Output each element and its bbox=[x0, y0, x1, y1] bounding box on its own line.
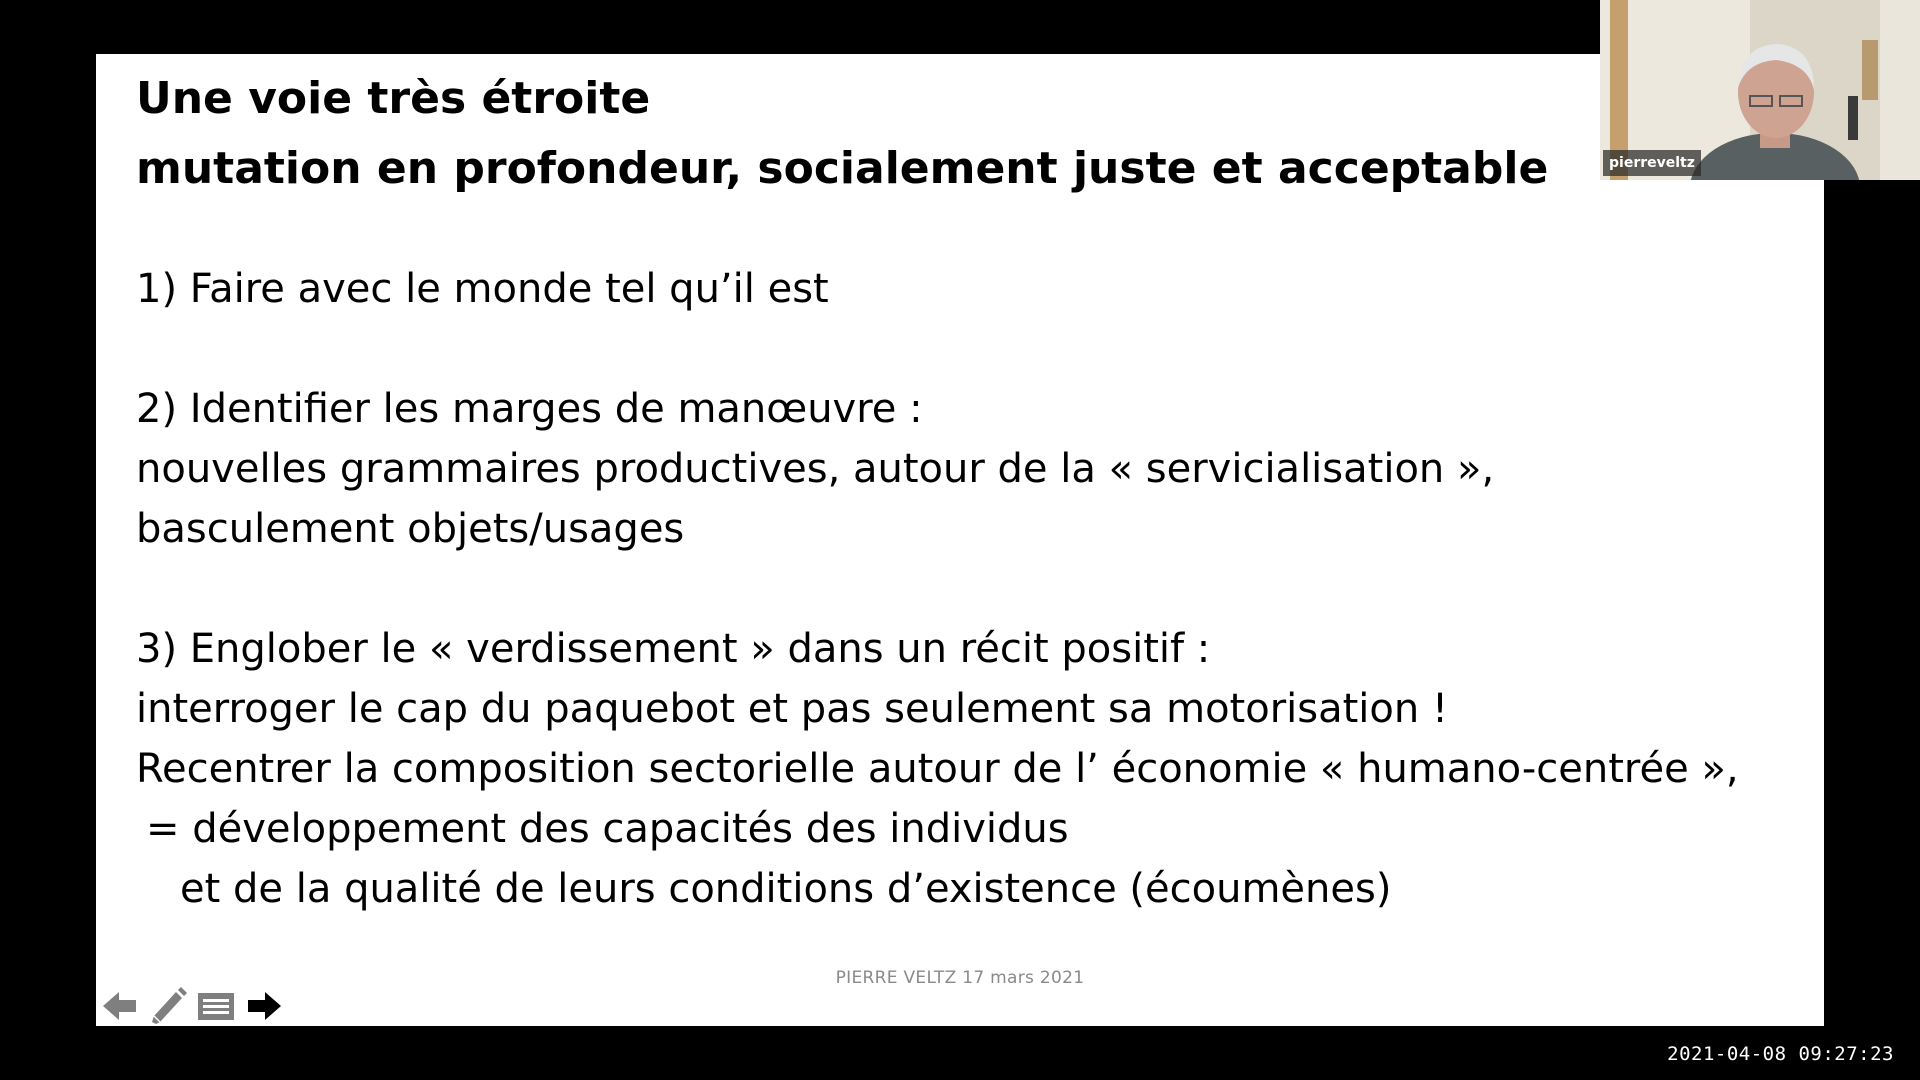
slide-title bbox=[136, 64, 1548, 204]
spacer bbox=[136, 559, 1739, 619]
slide-body bbox=[136, 259, 1739, 919]
slide-menu-button[interactable] bbox=[196, 986, 236, 1026]
point-2-line-1: nouvelles grammaires productives, autour de la « servicialisation », bbox=[136, 446, 1495, 492]
point-3-line-3: = développement des capacités des individus bbox=[146, 806, 1069, 852]
slideshow-controls bbox=[100, 978, 284, 1034]
arrow-left-icon bbox=[101, 989, 139, 1023]
point-3-line-4: et de la qualité de leurs conditions d’existence (écoumènes) bbox=[180, 866, 1392, 912]
previous-slide-button[interactable] bbox=[100, 986, 140, 1026]
spacer bbox=[136, 319, 1739, 379]
slide-title-line-1: Une voie très étroite bbox=[136, 73, 651, 124]
point-3-line-1: interroger le cap du paquebot et pas seulement sa motorisation ! bbox=[136, 686, 1448, 732]
slide-title-line-2: mutation en profondeur, socialement juste et acceptable bbox=[136, 143, 1549, 194]
pen-tool-button[interactable] bbox=[148, 986, 188, 1026]
presentation-slide bbox=[96, 54, 1824, 1026]
point-2-line-2: basculement objets/usages bbox=[136, 506, 685, 552]
participant-name: pierreveltz bbox=[1603, 150, 1701, 176]
slide-footer: PIERRE VELTZ 17 mars 2021 bbox=[835, 968, 1085, 988]
pencil-icon bbox=[148, 986, 188, 1026]
next-slide-button[interactable] bbox=[244, 986, 284, 1026]
arrow-right-icon bbox=[245, 989, 283, 1023]
notes-icon bbox=[197, 990, 235, 1022]
recording-timestamp: 2021-04-08 09:27:23 bbox=[1667, 1043, 1894, 1065]
point-1-heading: 1) Faire avec le monde tel qu’il est bbox=[136, 266, 829, 312]
point-3-line-2: Recentrer la composition sectorielle autour de l’ économie « humano-centrée », bbox=[136, 746, 1739, 792]
point-3-heading: 3) Englober le « verdissement » dans un récit positif : bbox=[136, 626, 1211, 672]
webcam-thumbnail[interactable] bbox=[1600, 0, 1920, 180]
point-2-heading: 2) Identifier les marges de manœuvre : bbox=[136, 386, 923, 432]
